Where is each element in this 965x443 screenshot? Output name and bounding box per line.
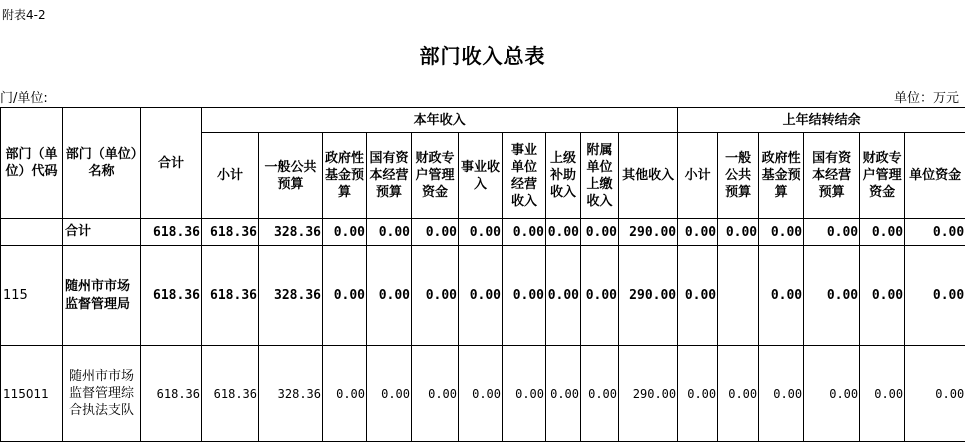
cell-current: 618.36 (202, 346, 259, 442)
cell-current: 0.00 (546, 246, 581, 346)
header-prior-subtotal: 小计 (678, 133, 718, 219)
cell-prior: 0.00 (718, 219, 759, 246)
header-current-year-group: 本年收入 (202, 108, 678, 133)
cell-current: 290.00 (619, 219, 678, 246)
table-row-total (1, 219, 965, 246)
cell-current: 290.00 (619, 246, 678, 346)
header-prior-unit-funds: 单位资金 (905, 133, 965, 219)
cell-current: 0.00 (412, 346, 459, 442)
row-name: 随州市市场监督管理局 (63, 246, 141, 346)
page-title: 部门收入总表 (419, 44, 546, 68)
table-row-department (1, 246, 965, 346)
row-name: 随州市市场监督管理综合执法支队 (63, 346, 141, 442)
cell-current: 0.00 (581, 246, 619, 346)
row-code: 115 (1, 246, 63, 346)
header-prior-year-group: 上年结转结余 (678, 108, 965, 133)
cell-prior: 0.00 (804, 246, 860, 346)
cell-prior: 0.00 (905, 246, 965, 346)
cell-prior: 0.00 (905, 346, 965, 442)
cell-prior (718, 246, 759, 346)
cell-current: 0.00 (323, 246, 367, 346)
table-row-unit (1, 346, 965, 442)
header-prior-state-capital: 国有资本经营预算 (804, 133, 860, 219)
cell-prior: 0.00 (759, 246, 804, 346)
header-cur-other-income: 其他收入 (619, 133, 678, 219)
cell-prior: 0.00 (678, 246, 718, 346)
cell-current: 328.36 (259, 219, 323, 246)
cell-current: 0.00 (581, 346, 619, 442)
cell-current: 0.00 (323, 346, 367, 442)
cell-current: 0.00 (546, 219, 581, 246)
cell-prior: 0.00 (860, 219, 905, 246)
row-code: 115011 (1, 346, 63, 442)
cell-prior: 0.00 (804, 346, 860, 442)
cell-current: 290.00 (619, 346, 678, 442)
header-cur-subtotal: 小计 (202, 133, 259, 219)
cell-prior: 0.00 (718, 346, 759, 442)
row-name: 合计 (63, 219, 141, 246)
cell-current: 0.00 (323, 219, 367, 246)
cell-prior: 0.00 (678, 346, 718, 442)
header-cur-state-capital: 国有资本经营预算 (367, 133, 412, 219)
header-total: 合计 (141, 108, 202, 219)
row-total: 618.36 (141, 219, 202, 246)
cell-current: 0.00 (367, 219, 412, 246)
cell-current: 618.36 (202, 219, 259, 246)
cell-prior: 0.00 (759, 346, 804, 442)
cell-current: 618.36 (202, 246, 259, 346)
header-cur-special-account: 财政专户管理资金 (412, 133, 459, 219)
cell-prior: 0.00 (804, 219, 860, 246)
money-unit-label: 单位：万元 (893, 91, 959, 106)
cell-current: 0.00 (367, 346, 412, 442)
header-cur-superior-subsidy: 上级补助收入 (546, 133, 581, 219)
cell-current: 0.00 (503, 219, 546, 246)
cell-current: 0.00 (412, 246, 459, 346)
row-total: 618.36 (141, 246, 202, 346)
cell-current: 0.00 (459, 219, 503, 246)
cell-prior: 0.00 (905, 219, 965, 246)
cell-current: 0.00 (546, 346, 581, 442)
cell-prior: 0.00 (678, 219, 718, 246)
header-cur-operating-income: 事业单位经营收入 (503, 133, 546, 219)
cell-current: 328.36 (259, 246, 323, 346)
cell-current: 0.00 (459, 346, 503, 442)
dept-unit-label: 门/单位: (0, 91, 48, 106)
header-cur-affiliate-remit: 附属单位上缴收入 (581, 133, 619, 219)
cell-current: 0.00 (503, 346, 546, 442)
header-prior-gov-fund: 政府性基金预算 (759, 133, 804, 219)
row-total: 618.36 (141, 346, 202, 442)
cell-prior: 0.00 (860, 246, 905, 346)
cell-current: 0.00 (459, 246, 503, 346)
cell-current: 0.00 (503, 246, 546, 346)
cell-prior: 0.00 (759, 219, 804, 246)
header-cur-business-income: 事业收入 (459, 133, 503, 219)
header-prior-special-account: 财政专户管理资金 (860, 133, 905, 219)
header-cur-general-budget: 一般公共预算 (259, 133, 323, 219)
header-code: 部门（单位）代码 (1, 108, 63, 219)
cell-current: 0.00 (412, 219, 459, 246)
header-row-group (1, 108, 965, 133)
cell-prior: 0.00 (860, 346, 905, 442)
header-name: 部门（单位）名称 (63, 108, 141, 219)
table-caption: 附表4-2 (2, 8, 46, 22)
revenue-summary-table (0, 107, 965, 442)
header-cur-gov-fund: 政府性基金预算 (323, 133, 367, 219)
cell-current: 0.00 (581, 219, 619, 246)
cell-current: 328.36 (259, 346, 323, 442)
header-prior-general-budget: 一般公共预算 (718, 133, 759, 219)
cell-current: 0.00 (367, 246, 412, 346)
row-code (1, 219, 63, 246)
